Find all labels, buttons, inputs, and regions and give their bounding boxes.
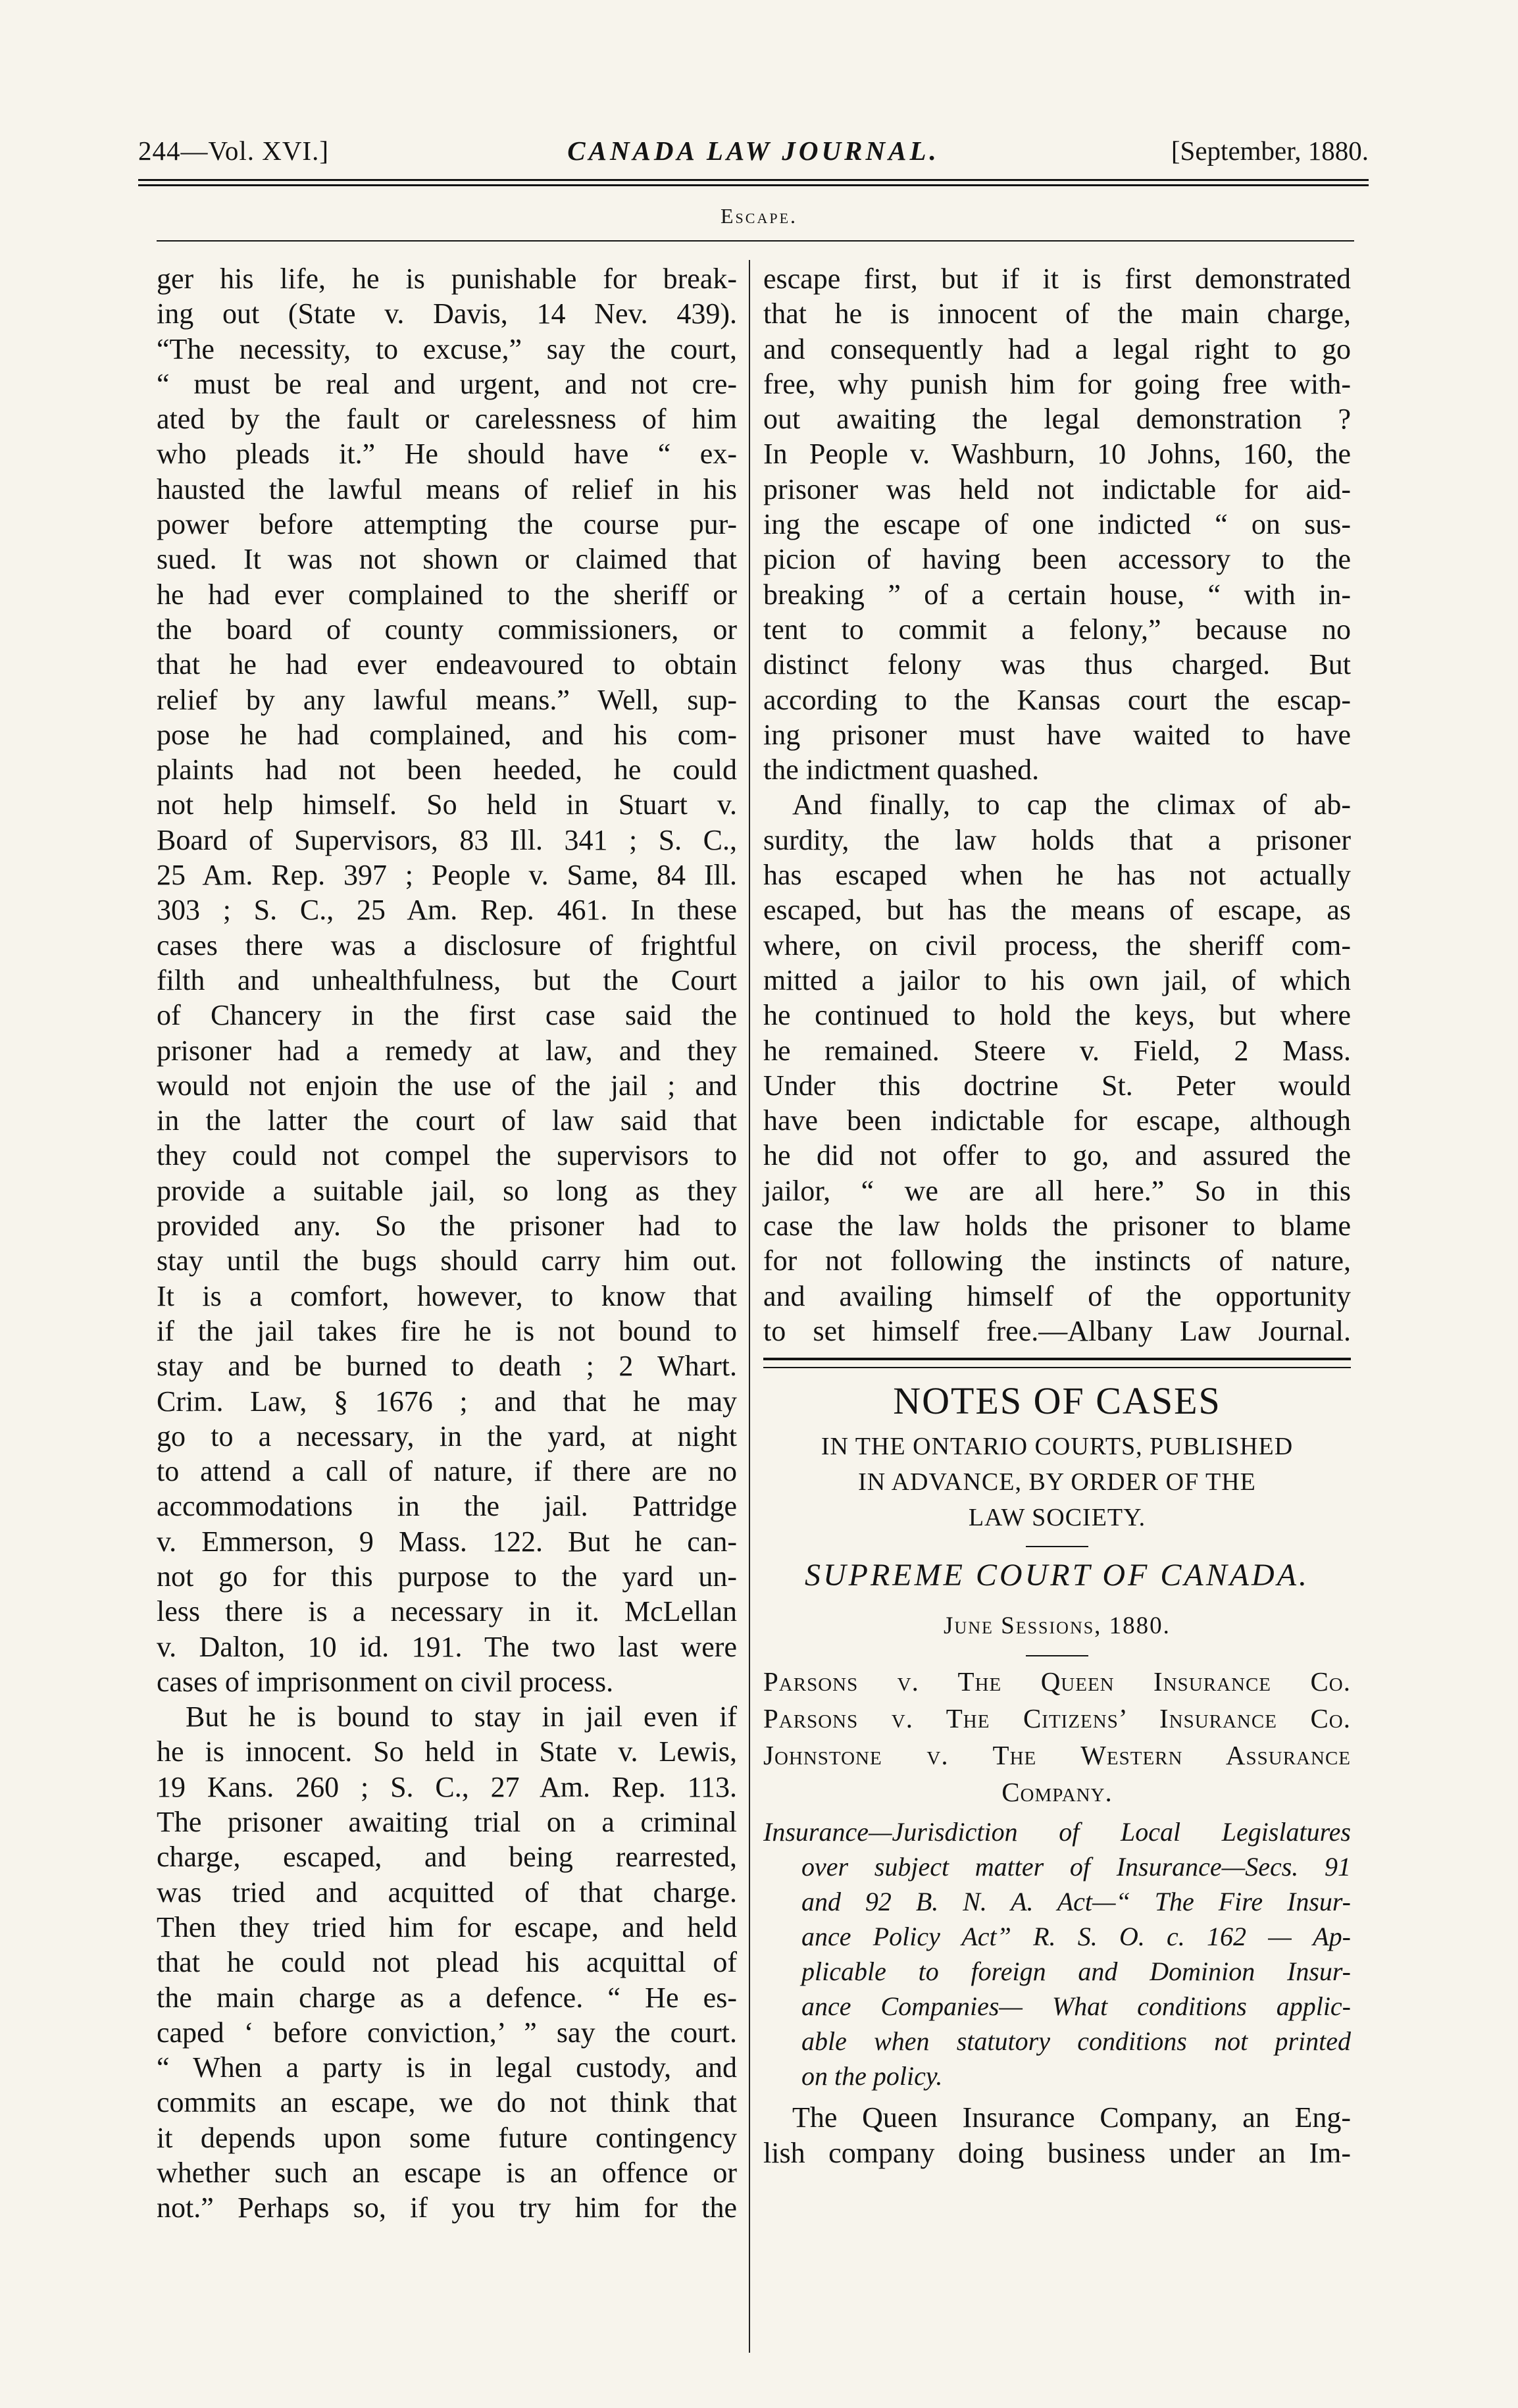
text-line: the indictment quashed. — [763, 754, 1040, 786]
text-line: less there is a necessary in it. McLellan — [157, 1595, 737, 1628]
text-line: 303 ; S. C., 25 Am. Rep. 461. In these — [157, 894, 737, 927]
headnote-line: and 92 B. N. A. Act—“ The Fire Insur- — [801, 1887, 1351, 1917]
case-name: Parsons v. The Citizens’ Insurance Co. — [763, 1703, 1351, 1734]
text-line: ing prisoner must have waited to have — [763, 718, 1351, 751]
text-line: out awaiting the legal demonstration ? — [763, 403, 1351, 436]
text-line: would not enjoin the use of the jail ; and — [157, 1069, 737, 1102]
text-line: that he is innocent of the main charge, — [763, 297, 1351, 330]
case-name: Johnstone v. The Western Assurance — [763, 1740, 1351, 1771]
text-line: to set himself free.—Albany Law Journal. — [763, 1314, 1351, 1347]
text-line: provided any. So the prisoner had to — [157, 1210, 737, 1242]
text-line: escaped, but has the means of escape, as — [763, 894, 1351, 927]
notes-subtitle-line: IN ADVANCE, BY ORDER OF THE — [858, 1468, 1256, 1497]
text-line: escape first, but if it is first demonstrated — [763, 263, 1351, 295]
headnote-line: plicable to foreign and Dominion Insur- — [801, 1957, 1351, 1987]
text-line: not.” Perhaps so, if you try him for the — [157, 2191, 737, 2224]
text-line: 19 Kans. 260 ; S. C., 27 Am. Rep. 113. — [157, 1770, 737, 1803]
page-volume: 244—Vol. XVI.] — [138, 136, 329, 166]
court-title: SUPREME COURT OF CANADA. — [804, 1558, 1310, 1593]
notes-title: NOTES OF CASES — [893, 1379, 1221, 1423]
text-line: he had ever complained to the sheriff or — [157, 578, 737, 611]
text-line: Crim. Law, § 1676 ; and that he may — [157, 1385, 737, 1418]
text-line: of Chancery in the first case said the — [157, 999, 737, 1032]
notes-subtitle-line: LAW SOCIETY. — [968, 1504, 1146, 1532]
text-line: relief by any lawful means.” Well, sup- — [157, 683, 737, 716]
text-line: provide a suitable jail, so long as they — [157, 1174, 737, 1207]
section-heading: Escape. — [720, 204, 798, 228]
text-line: But he is bound to stay in jail even if — [186, 1701, 737, 1733]
text-line: according to the Kansas court the escap- — [763, 683, 1351, 716]
text-line: breaking ” of a certain house, “ with in- — [763, 578, 1351, 611]
text-line: ing the escape of one indicted “ on sus- — [763, 508, 1351, 541]
text-line: pose he had complained, and his com- — [157, 718, 737, 751]
case-name: Company. — [1001, 1777, 1113, 1808]
text-line: whether such an escape is an offence or — [157, 2157, 737, 2190]
text-line: sued. It was not shown or claimed that — [157, 543, 737, 576]
text-line: go to a necessary, in the yard, at night — [157, 1420, 737, 1452]
text-line: cases there was a disclosure of frightful — [157, 929, 737, 961]
text-line: “The necessity, to excuse,” say the court, — [157, 332, 737, 365]
notes-separator-rule — [763, 1358, 1351, 1368]
text-line: caped ‘ before conviction,’ ” say the court. — [157, 2016, 737, 2049]
text-line: ated by the fault or carelessness of him — [157, 403, 737, 436]
headnote — [763, 1814, 1351, 2093]
text-line: stay until the bugs should carry him out. — [157, 1244, 737, 1277]
text-line: was tried and acquitted of that charge. — [157, 1876, 737, 1908]
text-line: The prisoner awaiting trial on a criminal — [157, 1806, 737, 1839]
text-line: and consequently had a legal right to go — [763, 332, 1351, 365]
text-line: “ When a party is in legal custody, and — [157, 2051, 737, 2084]
text-line: v. Dalton, 10 id. 191. The two last were — [157, 1630, 737, 1663]
short-rule — [1026, 1546, 1088, 1547]
text-line: he did not offer to go, and assured the — [763, 1139, 1351, 1172]
text-line: prisoner had a remedy at law, and they — [157, 1034, 737, 1067]
text-line: he is innocent. So held in State v. Lewis, — [157, 1735, 737, 1768]
text-line: ger his life, he is punishable for break- — [157, 263, 737, 295]
text-line: to attend a call of nature, if there are no — [157, 1455, 737, 1488]
text-line: tent to commit a felony,” because no — [763, 613, 1351, 646]
right-column — [763, 261, 1351, 2170]
text-line: the main charge as a defence. “ He es- — [157, 1981, 737, 2014]
issue-date: [September, 1880. — [1171, 136, 1369, 166]
headnote-line: on the policy. — [801, 2061, 943, 2091]
text-line: charge, escaped, and being rearrested, — [157, 1841, 737, 1874]
text-line: filth and unhealthfulness, but the Court — [157, 963, 737, 996]
notes-subtitle-line: IN THE ONTARIO COURTS, PUBLISHED — [821, 1433, 1294, 1461]
left-column — [157, 261, 737, 2226]
headnote-line: over subject matter of Insurance—Secs. 91 — [801, 1852, 1351, 1882]
case-name: Parsons v. The Queen Insurance Co. — [763, 1666, 1351, 1697]
text-line: lish company doing business under an Im- — [763, 2136, 1351, 2169]
text-line: who pleads it.” He should have “ ex- — [157, 438, 737, 471]
text-line: that he had ever endeavoured to obtain — [157, 648, 737, 681]
text-line: have been indictable for escape, although — [763, 1104, 1351, 1137]
text-line: “ must be real and urgent, and not cre- — [157, 367, 737, 400]
text-line: hausted the lawful means of relief in his — [157, 473, 737, 505]
text-line: ing out (State v. Davis, 14 Nev. 439). — [157, 297, 737, 330]
text-line: that he could not plead his acquittal of — [157, 1946, 737, 1979]
text-line: he remained. Steere v. Field, 2 Mass. — [763, 1034, 1351, 1067]
text-line: he continued to hold the keys, but where — [763, 999, 1351, 1032]
text-line: plaints had not been heeded, he could — [157, 754, 737, 786]
text-line: it depends upon some future contingency — [157, 2121, 737, 2154]
text-line: has escaped when he has not actually — [763, 859, 1351, 892]
text-line: It is a comfort, however, to know that — [157, 1279, 737, 1312]
text-line: The Queen Insurance Company, an Eng- — [792, 2101, 1351, 2134]
column-divider — [749, 260, 750, 2353]
sessions-heading: June Sessions, 1880. — [944, 1612, 1171, 1640]
headnote-line: able when statutory conditions not printed — [801, 2026, 1351, 2057]
text-line: mitted a jailor to his own jail, of which — [763, 963, 1351, 996]
text-line: jailor, “ we are all here.” So in this — [763, 1174, 1351, 1207]
text-line: where, on civil process, the sheriff com- — [763, 929, 1351, 961]
text-line: accommodations in the jail. Pattridge — [157, 1490, 737, 1523]
header-double-rule — [138, 179, 1369, 186]
text-line: commits an escape, we do not think that — [157, 2086, 737, 2119]
text-line: they could not compel the supervisors to — [157, 1139, 737, 1172]
text-line: power before attempting the course pur- — [157, 508, 737, 541]
text-line: stay and be burned to death ; 2 Whart. — [157, 1350, 737, 1383]
text-line: free, why punish him for going free with- — [763, 367, 1351, 400]
text-line: v. Emmerson, 9 Mass. 122. But he can- — [157, 1525, 737, 1558]
text-line: picion of having been accessory to the — [763, 543, 1351, 576]
journal-title: CANADA LAW JOURNAL. — [567, 136, 940, 166]
text-line: In People v. Washburn, 10 Johns, 160, the — [763, 438, 1351, 471]
text-line: surdity, the law holds that a prisoner — [763, 823, 1351, 856]
text-line: 25 Am. Rep. 397 ; People v. Same, 84 Ill. — [157, 859, 737, 892]
section-rule — [157, 240, 1354, 242]
closing-paragraph — [763, 2100, 1351, 2170]
text-line: and availing himself of the opportunity — [763, 1279, 1351, 1312]
short-rule — [1026, 1655, 1088, 1656]
text-line: not help himself. So held in Stuart v. — [157, 788, 737, 821]
text-line: if the jail takes fire he is not bound to — [157, 1314, 737, 1347]
text-line: Board of Supervisors, 83 Ill. 341 ; S. C., — [157, 823, 737, 856]
text-line: Then they tried him for escape, and held — [157, 1910, 737, 1943]
text-line: case the law holds the prisoner to blame — [763, 1210, 1351, 1242]
text-line: not go for this purpose to the yard un- — [157, 1560, 737, 1593]
headnote-line: ance Companies— What conditions applic- — [801, 1991, 1351, 2022]
text-line: And finally, to cap the climax of ab- — [792, 788, 1351, 821]
text-line: for not following the instincts of nature, — [763, 1244, 1351, 1277]
text-line: in the latter the court of law said that — [157, 1104, 737, 1137]
running-head — [138, 135, 1369, 174]
text-line: prisoner was held not indictable for aid- — [763, 473, 1351, 505]
headnote-line: Insurance—Jurisdiction of Local Legislatures — [763, 1817, 1351, 1847]
text-line: the board of county commissioners, or — [157, 613, 737, 646]
text-line: cases of imprisonment on civil process. — [157, 1665, 614, 1698]
text-line: Under this doctrine St. Peter would — [763, 1069, 1351, 1102]
text-line: distinct felony was thus charged. But — [763, 648, 1351, 681]
headnote-line: ance Policy Act” R. S. O. c. 162 — Ap- — [801, 1922, 1351, 1952]
